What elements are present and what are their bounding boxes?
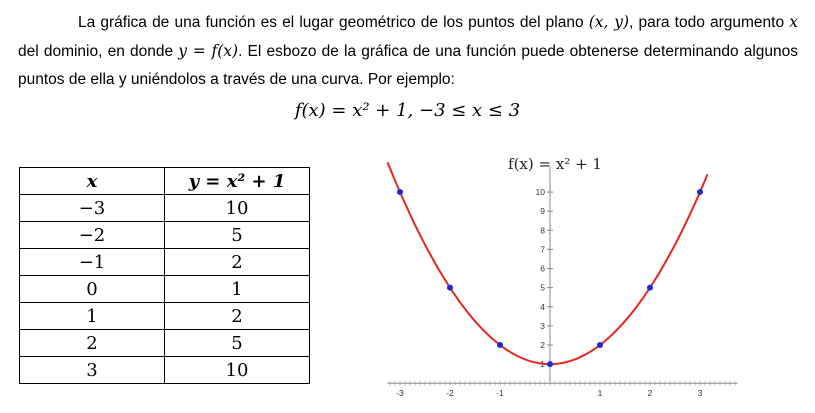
table-row <box>20 249 310 276</box>
table-row <box>20 195 310 222</box>
data-point <box>397 189 403 195</box>
value-table <box>19 167 310 384</box>
math-pair: (x, y) <box>588 13 630 31</box>
y-tick-label: 1 <box>540 359 545 370</box>
function-graph <box>385 150 740 410</box>
table-header-row <box>20 168 310 195</box>
data-point <box>647 285 653 291</box>
cell-y: 10 <box>165 195 310 222</box>
y-tick-label: 4 <box>540 301 545 312</box>
table-row <box>20 330 310 357</box>
y-tick-label: 8 <box>540 225 545 236</box>
data-point <box>597 342 603 348</box>
cell-x: 3 <box>20 357 165 384</box>
math-rule: y = f(x) <box>178 42 239 60</box>
x-tick-label: 3 <box>697 388 703 399</box>
data-point <box>547 361 553 367</box>
y-tick-label: 7 <box>540 244 545 255</box>
table-row <box>20 303 310 330</box>
text-part: del dominio, en donde <box>18 43 179 60</box>
x-tick-label: 2 <box>647 388 653 399</box>
x-tick-label: 1 <box>597 388 603 399</box>
math-x: x <box>789 13 798 31</box>
cell-x: −2 <box>20 222 165 249</box>
x-tick-label: -2 <box>446 388 454 399</box>
x-tick-label: -3 <box>396 388 404 399</box>
text-part: . El esbozo de la gráfica de una función puede obtenerse determinando algunos puntos de ella y uniéndolos a través de una curva. Por ejemplo: <box>18 43 799 88</box>
cell-y: 5 <box>165 330 310 357</box>
y-tick-label: 2 <box>540 340 545 350</box>
table-row <box>20 276 310 303</box>
y-tick-label: 6 <box>540 263 545 274</box>
data-point <box>497 342 503 348</box>
graph-title: f(x) = x² + 1 <box>508 155 602 174</box>
x-tick-label: -1 <box>496 388 504 399</box>
cell-x: 0 <box>20 276 165 303</box>
table-row <box>20 357 310 384</box>
table-row <box>20 222 310 249</box>
cell-x: −1 <box>20 249 165 276</box>
intro-paragraph <box>18 8 798 94</box>
cell-y: 5 <box>165 222 310 249</box>
y-tick-label: 5 <box>540 282 545 293</box>
cell-y: 10 <box>165 357 310 384</box>
cell-y: 2 <box>165 249 310 276</box>
cell-x: 1 <box>20 303 165 330</box>
cell-y: 2 <box>165 303 310 330</box>
text-part: La gráfica de una función es el lugar geométrico de los puntos del plano <box>78 14 589 31</box>
data-point <box>697 189 703 195</box>
y-tick-label: 9 <box>540 206 545 217</box>
header-x: x <box>20 168 165 195</box>
cell-y: 1 <box>165 276 310 303</box>
cell-x: −3 <box>20 195 165 222</box>
header-y: y = x² + 1 <box>165 168 310 195</box>
data-point <box>447 285 453 291</box>
function-equation: f(x) = x² + 1, −3 ≤ x ≤ 3 <box>294 100 521 121</box>
cell-x: 2 <box>20 330 165 357</box>
text-part: , para todo argumento <box>629 14 790 31</box>
y-tick-label: 3 <box>540 320 545 331</box>
y-tick-label: 10 <box>535 187 545 198</box>
